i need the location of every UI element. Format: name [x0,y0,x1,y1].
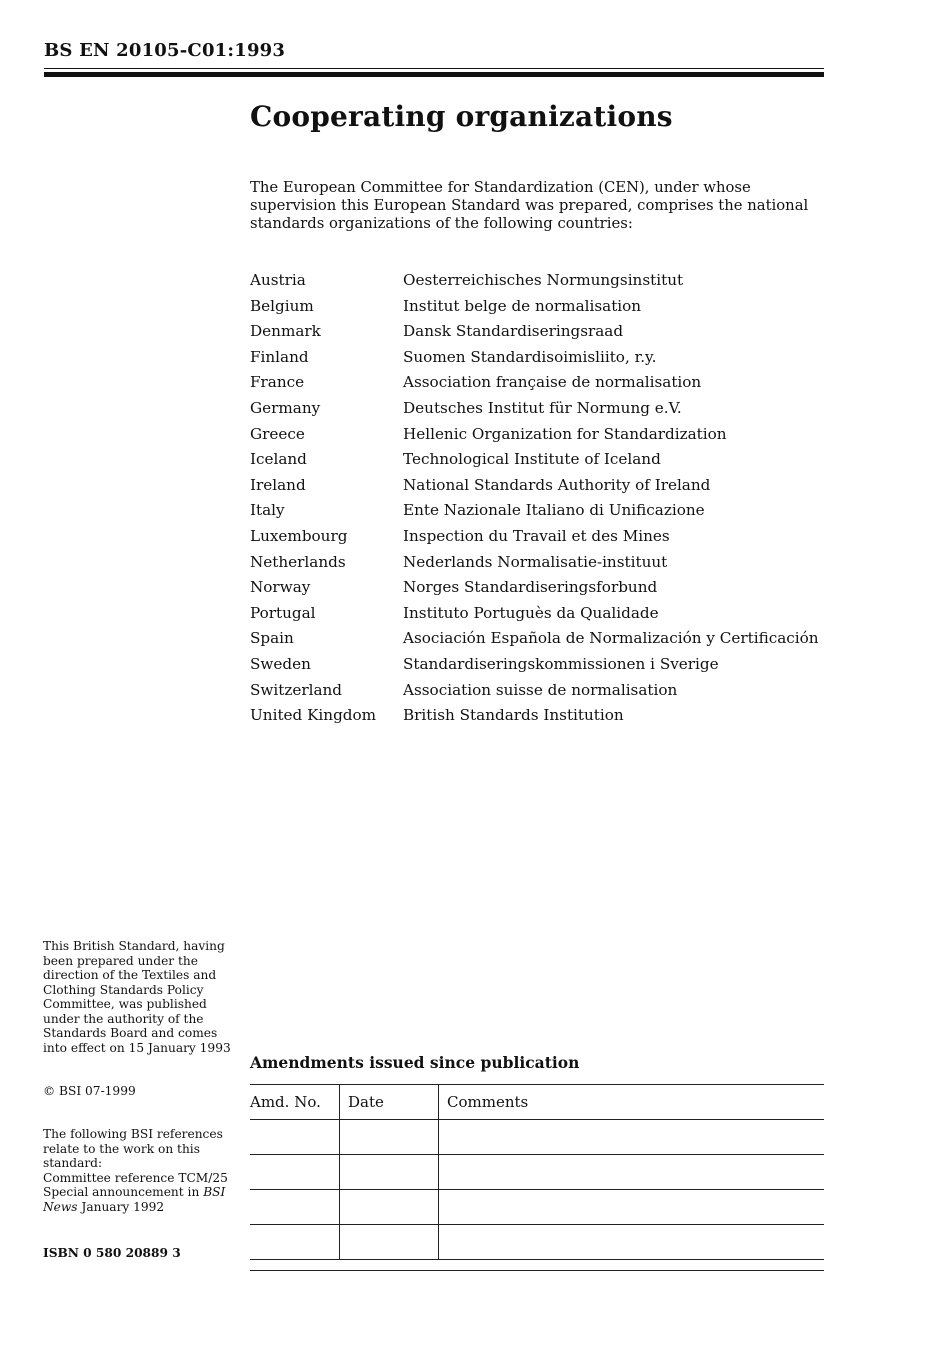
standards-body-name: Ente Nazionale Italiano di Unificazione [403,501,705,520]
organization-row [250,626,825,652]
document-id: BS EN 20105-C01:1993 [44,40,286,61]
country-name: Luxembourg [250,526,348,545]
amd-no-cell [250,1225,340,1260]
country-name: Netherlands [250,552,346,571]
country-name: Finland [250,347,309,366]
special-announcement [43,1185,233,1214]
copyright-notice: © BSI 07-1999 [43,1084,136,1098]
organization-row [250,396,825,422]
standards-body-name: Association française de normalisation [403,373,702,392]
standards-body-name: National Standards Authority of Ireland [403,475,711,494]
standards-body-name: British Standards Institution [403,706,624,725]
organization-row [250,422,825,448]
amd-no-header: Amd. No. [250,1085,340,1120]
date-cell [340,1155,439,1190]
bsi-references [43,1127,233,1214]
date-cell [340,1120,439,1155]
amd-no-cell [250,1120,340,1155]
header-rule-thick [44,72,824,77]
standards-body-name: Instituto Portuguès da Qualidade [403,603,659,622]
isbn: ISBN 0 580 20889 3 [43,1246,181,1260]
standards-body-name: Suomen Standardisoimisliito, r.y. [403,347,657,366]
organization-row [250,370,825,396]
comments-cell [439,1190,825,1225]
organization-row [250,575,825,601]
comments-cell [439,1155,825,1190]
organization-row [250,319,825,345]
country-name: Norway [250,578,311,597]
intro-paragraph: The European Committee for Standardization (CEN), under whose supervision this European Standard was prepared, comprises the national standards organizations of the following countries: [250,179,809,232]
amendments-title: Amendments issued since publication [250,1053,580,1072]
organization-row [250,652,825,678]
standards-body-name: Hellenic Organization for Standardization [403,424,727,443]
country-name: Portugal [250,603,316,622]
organization-row [250,447,825,473]
country-name: Greece [250,424,305,443]
standards-body-name: Norges Standardiseringsforbund [403,578,658,597]
date-cell [340,1225,439,1260]
organization-row [250,498,825,524]
date-cell [340,1190,439,1225]
country-name: Spain [250,629,294,648]
organization-row [250,678,825,704]
standards-body-name: Deutsches Institut für Normung e.V. [403,398,682,417]
country-name: Belgium [250,296,314,315]
country-name: Sweden [250,654,311,673]
organization-row [250,294,825,320]
country-name: Italy [250,501,285,520]
date-header: Date [340,1085,439,1120]
committee-reference: Committee reference TCM/25 [43,1170,228,1185]
standards-body-name: Institut belge de normalisation [403,296,642,315]
country-name: Switzerland [250,680,343,699]
organization-row [250,473,825,499]
country-name: Denmark [250,322,321,341]
announcement-date: January 1992 [77,1199,165,1214]
standards-body-name: Oesterreichisches Normungsinstitut [403,271,684,289]
standards-body-name: Dansk Standardiseringsraad [403,322,624,341]
amd-no-cell [250,1155,340,1190]
amendments-header-row [250,1085,824,1120]
organization-row [250,268,825,294]
country-name: Ireland [250,475,306,494]
comments-header: Comments [439,1085,825,1120]
organization-row [250,550,825,576]
organization-row [250,703,825,729]
header-rule-thin [44,68,824,69]
amd-no-cell [250,1190,340,1225]
country-name: Iceland [250,450,307,469]
standards-body-name: Technological Institute of Iceland [403,450,661,469]
organization-row [250,601,825,627]
amendment-row [250,1225,824,1260]
announcement-publication: BSI News [43,1185,226,1214]
standards-body-name: Association suisse de normalisation [403,680,678,699]
standards-body-name: Standardiseringskommissionen i Sverige [403,654,719,673]
comments-cell [439,1120,825,1155]
page-title: Cooperating organizations [250,100,673,133]
standards-body-name: Nederlands Normalisatie-instituut [403,552,668,571]
country-name: United Kingdom [250,706,377,725]
standards-body-name: Inspection du Travail et des Mines [403,526,670,545]
organization-row [250,524,825,550]
references-intro: The following BSI references relate to the work on this standard: [43,1127,223,1170]
amendment-row [250,1120,824,1155]
footer-rule [250,1270,824,1271]
amendment-row [250,1190,824,1225]
amendment-row [250,1155,824,1190]
publication-note: This British Standard, having been prepared under the direction of the Textiles and Clothing Standards Policy Committee, was published under the authority of the Standards Board and comes into effect on 15 January 1993 [43,939,231,1055]
organization-list [250,268,825,729]
country-name: Austria [250,271,306,289]
amendments-table [250,1084,824,1260]
country-name: Germany [250,398,321,417]
country-name: France [250,373,305,392]
announcement-prefix: Special announcement in [43,1185,204,1199]
standards-body-name: Asociación Española de Normalización y Certificación [403,629,819,648]
comments-cell [439,1225,825,1260]
organization-row [250,345,825,371]
